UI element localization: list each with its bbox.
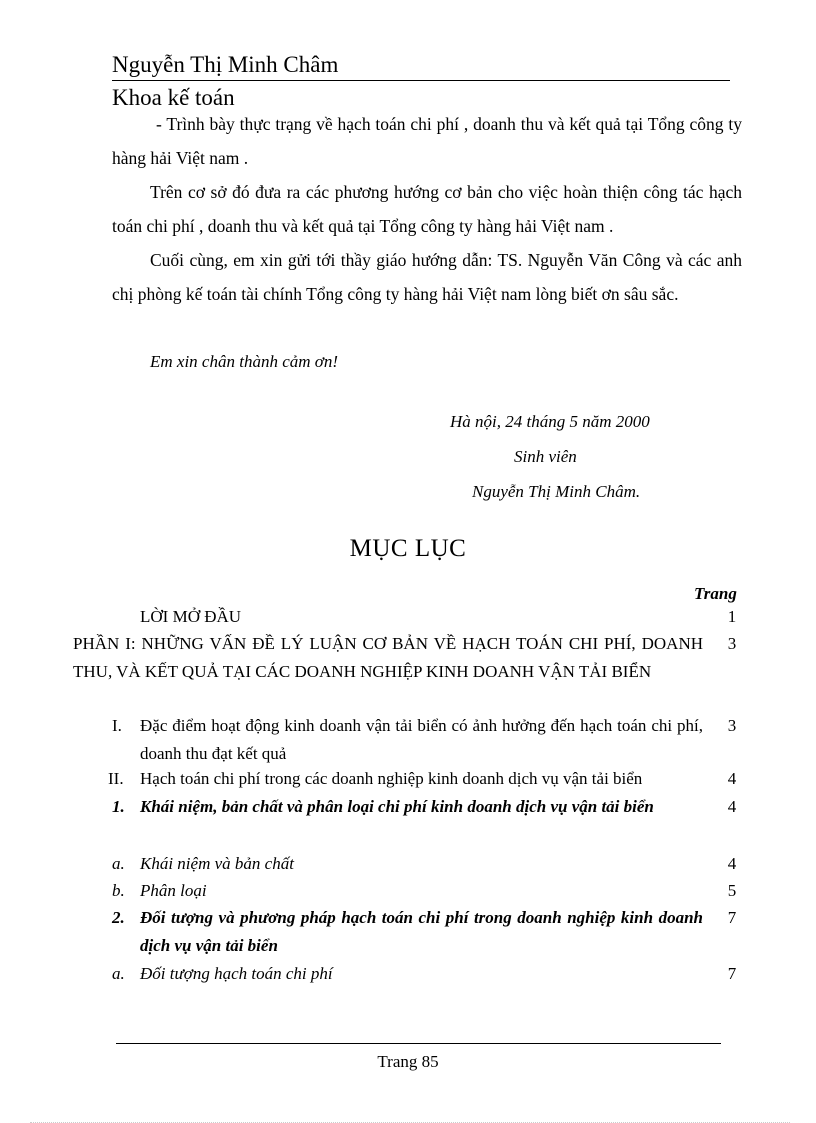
intro-paragraph-1: - Trình bày thực trạng về hạch toán chi phí , doanh thu và kết quả tại Tổng công ty hàng hải Việt nam . [112,114,742,168]
thanks-line: Em xin chân thành cảm ơn! [150,352,339,371]
toc-entry-page: 4 [727,854,737,873]
toc-entry-marker: a. [112,964,125,983]
toc-entry-page: 1 [727,607,737,626]
toc-entry-text: Khái niệm và bản chất [140,854,294,873]
signature-place-date: Hà nội, 24 tháng 5 năm 2000 [450,412,650,431]
toc-entry-page: 5 [727,881,737,900]
toc-entry-marker: 1. [112,797,125,816]
toc-entry-page: 7 [727,908,737,927]
toc-entry-text: Đối tượng và phương pháp hạch toán chi phí trong doanh nghiệp kinh doanh dịch vụ vận tải biển [140,908,703,955]
toc-entry-marker: II. [108,769,124,788]
toc-entry-marker: b. [112,881,125,900]
toc-title: MỤC LỤC [349,535,467,562]
toc-entry-text: LỜI MỞ ĐẦU [140,607,242,626]
toc-entry-text: Phân loại [140,881,207,900]
header-department: Khoa kế toán [112,85,235,110]
toc-entry-page: 4 [727,797,737,816]
toc-entry-page: 7 [727,964,737,983]
toc-entry-marker: I. [112,716,122,735]
toc-entry-text: PHẦN I: NHỮNG VẤN ĐỀ LÝ LUẬN CƠ BẢN VỀ HẠCH TOÁN CHI PHÍ, DOANH THU, VÀ KẾT QUẢ TẠI CÁC DOANH NGHIỆP KINH DOANH VẬN TẢI BIỂN [73,634,703,681]
toc-entry-page: 3 [727,716,737,735]
footer-rule [116,1043,721,1044]
toc-entry-marker: 2. [112,908,125,927]
header-author: Nguyễn Thị Minh Châm [112,52,339,77]
toc-entry-text: Hạch toán chi phí trong các doanh nghiệp kinh doanh dịch vụ vận tải biển [140,769,643,788]
signature-name: Nguyễn Thị Minh Châm. [472,482,641,501]
toc-entry-marker: a. [112,854,125,873]
signature-role: Sinh viên [514,447,577,466]
header-rule [112,80,730,81]
toc-entry-page: 4 [727,769,737,788]
toc-entry-text: Đặc điểm hoạt động kinh doanh vận tải biển có ảnh hưởng đến hạch toán chi phí, doanh thu đạt kết quả [140,716,703,763]
intro-paragraph-3: Cuối cùng, em xin gửi tới thầy giáo hướng dẫn: TS. Nguyễn Văn Công và các anh chị phòng kế toán tài chính Tổng công ty hàng hải Việt nam lòng biết ơn sâu sắc. [112,250,742,304]
toc-entry-page: 3 [727,634,737,653]
toc-page-header: Trang [694,584,737,603]
intro-paragraph-2: Trên cơ sở đó đưa ra các phương hướng cơ bản cho việc hoàn thiện công tác hạch toán chi phí , doanh thu và kết quả tại Tổng công ty hàng hải Việt nam . [112,182,742,236]
intro-text [112,107,742,311]
footer-page-label: Trang 85 [377,1052,439,1071]
toc-entry-text: Đối tượng hạch toán chi phí [140,964,333,983]
toc-entry-text: Khái niệm, bản chất và phân loại chi phí kinh doanh dịch vụ vận tải biển [140,797,654,816]
